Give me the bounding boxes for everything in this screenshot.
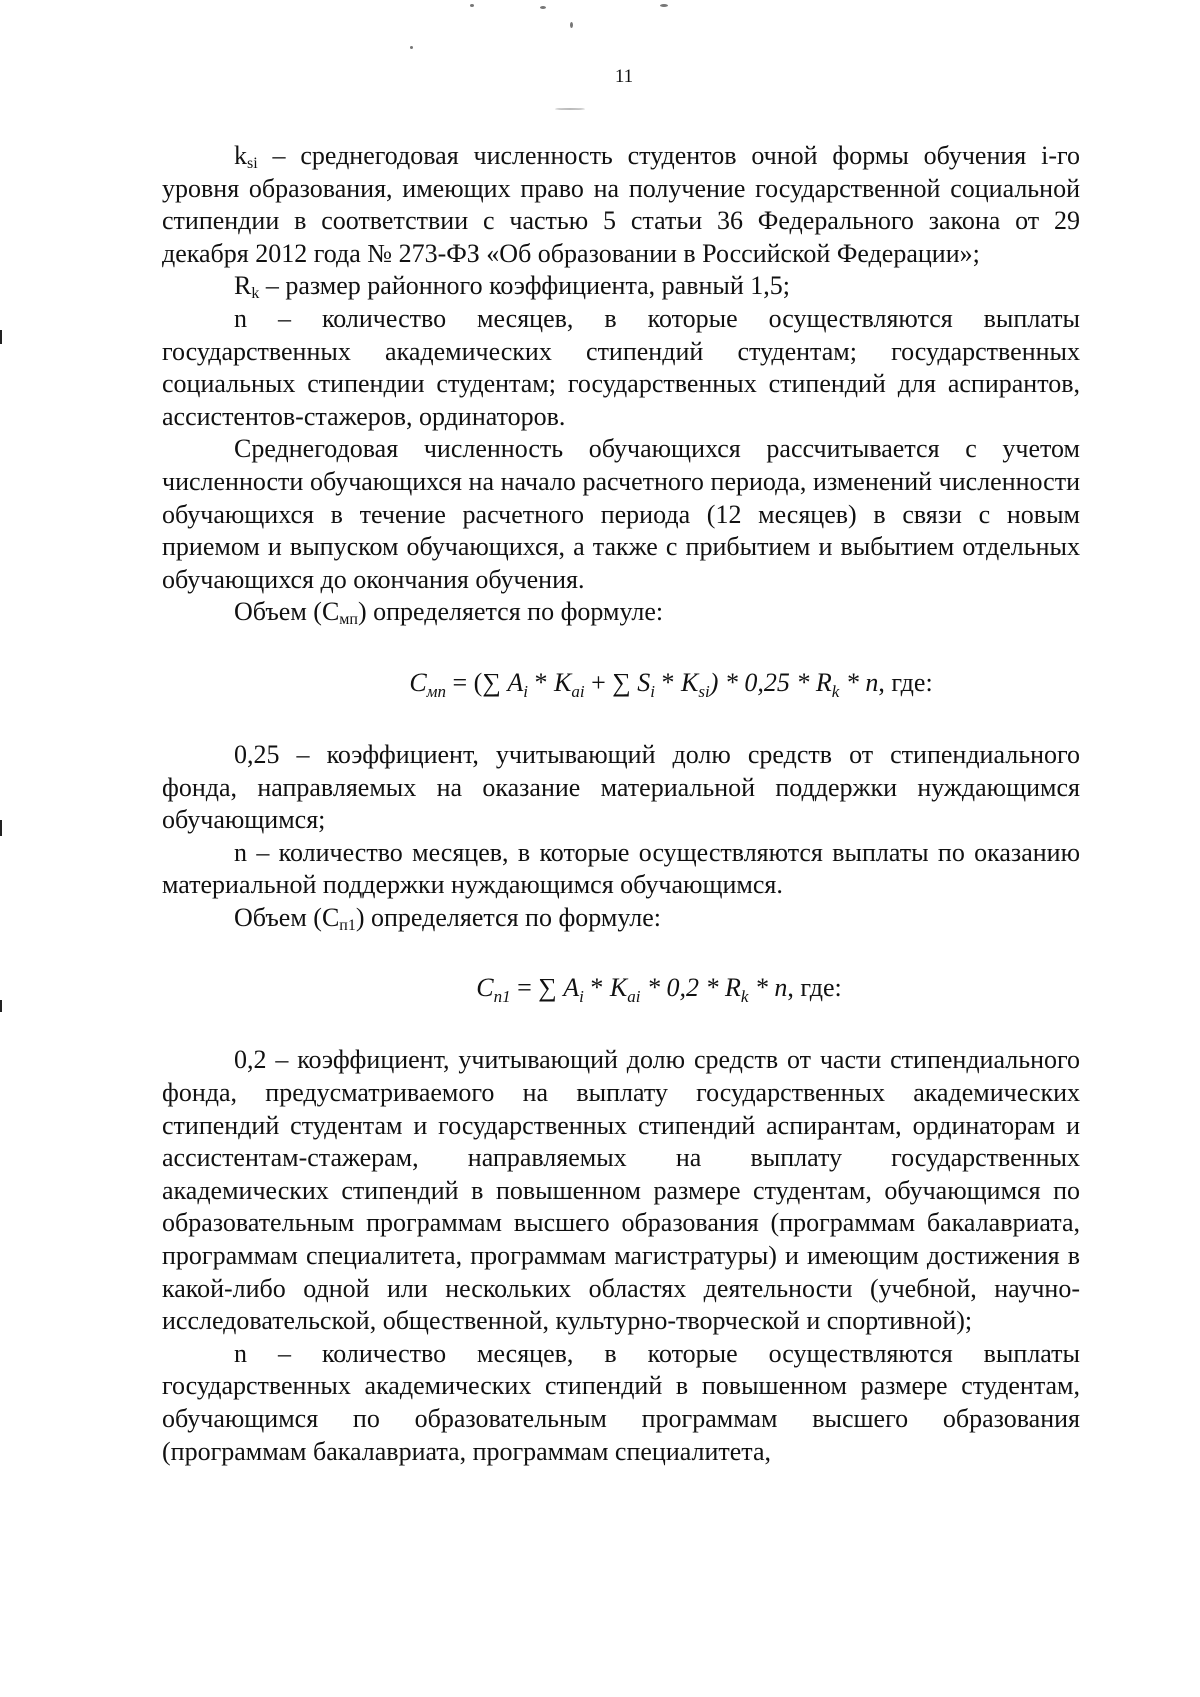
formula-subscript: п1 (493, 987, 511, 1007)
formula-operator: * 0,2 * (640, 973, 725, 1003)
paragraph-text: Объем (С (234, 902, 340, 932)
page-number: 11 (614, 66, 634, 87)
formula-subscript: i (579, 987, 584, 1007)
paragraph-coef-02: 0,2 – коэффициент, учитывающий долю средств от части стипендиального фонда, предусматриваемого на выплату государственных академических стипендий студентам и государственных стипендий аспирантам, ординаторам и ассистентам-стажерам, направляемых на выплату государственных академических стипендий в повышенном размере студентам, обучающимся по образовательным программам высшего образования (программам бакалавриата, программам специалитета, программам магистратуры) и имеющим достижения в какой-либо одной или нескольких областях деятельности (учебной, научно-исследовательской, общественной, культурно-творческой и спортивной); (162, 1045, 1080, 1336)
symbol-r: R (234, 271, 252, 301)
formula-operator: = (∑ (446, 667, 508, 697)
paragraph-n-definition-2: n – количество месяцев, в которые осуществляются выплаты по оказанию материальной поддержки нуждающимся обучающимся. (162, 837, 1080, 900)
scan-speck (555, 108, 585, 110)
formula-where: , где: (787, 973, 842, 1003)
paragraph-cp1-intro (162, 902, 1080, 935)
formula-symbol: K (681, 667, 699, 697)
formula-where: , где: (878, 667, 933, 697)
formula-symbol: S (637, 667, 651, 697)
formula-subscript: si (698, 681, 710, 701)
formula-symbol: C (409, 667, 427, 697)
formula-operator: ) * 0,25 * (709, 667, 816, 697)
scan-edge-mark (0, 820, 2, 836)
scan-edge-mark (0, 330, 2, 344)
formula-operator: * (583, 973, 610, 1003)
scan-edge-mark (0, 1000, 2, 1012)
formula-subscript: k (831, 681, 840, 701)
symbol-subscript: мп (339, 611, 358, 629)
formula-symbol: R (724, 973, 741, 1003)
formula-operator: = ∑ (510, 973, 564, 1003)
formula-subscript: мп (426, 681, 447, 701)
paragraph-text: ) определяется по формуле: (357, 597, 664, 627)
formula-operator: * (528, 667, 554, 697)
formula-symbol: A (563, 973, 580, 1003)
symbol-subscript: п1 (339, 916, 356, 934)
formula-subscript: ai (571, 681, 585, 701)
paragraph-n-definition-3: n – количество месяцев, в которые осуществляются выплаты государственных академических стипендий в повышенном размере студентам, обучающимся по образовательным программам высшего образования (программам бакалавриата, программам специалитета, (162, 1338, 1080, 1466)
formula-symbol: R (815, 667, 832, 697)
formula-symbol: * n (748, 973, 788, 1003)
formula-symbol: A (507, 667, 524, 697)
paragraph-text: – размер районного коэффициента, равный 1,5; (259, 271, 791, 301)
scan-speck (570, 22, 573, 28)
paragraph-text: ) определяется по формуле: (355, 902, 661, 932)
formula-symbol: * n (839, 667, 879, 697)
formula-subscript: k (740, 987, 749, 1007)
formula-cmp (262, 667, 1080, 699)
symbol-subscript: k (251, 285, 260, 303)
formula-subscript: ai (627, 987, 641, 1007)
paragraph-rk-definition (162, 270, 1080, 303)
paragraph-ksi-definition (162, 140, 1080, 270)
paragraph-coef-025: 0,25 – коэффициент, учитывающий долю средств от стипендиального фонда, направляемых на оказание материальной поддержки нуждающимся обучающимся; (162, 739, 1080, 835)
formula-operator: * (655, 667, 682, 697)
formula-operator: + ∑ (584, 667, 638, 697)
scan-speck (660, 4, 668, 7)
formula-subscript: i (650, 681, 656, 701)
formula-symbol: K (554, 667, 572, 697)
scan-speck (410, 46, 413, 49)
paragraph-average-count: Среднегодовая численность обучающихся рассчитывается с учетом численности обучающихся на начало расчетного периода, изменений численности обучающихся в течение расчетного периода (12 месяцев) в связи с новым приемом и выпуском обучающихся, а также с прибытием и выбытием отдельных обучающихся до окончания обучения. (162, 434, 1080, 594)
document-body (162, 140, 1080, 1468)
scan-speck (540, 6, 546, 9)
formula-cp1 (238, 972, 1080, 1007)
paragraph-text: – среднегодовая численность студентов очной формы обучения i-го уровня образования, имеющих право на получение государственной социальной стипендии в соответствии с частью 5 статьи 36 Федерального закона от 29 декабря 2012 года № 273-ФЗ «Об образовании в Российской Федерации»; (162, 141, 1080, 268)
paragraph-cmp-intro (162, 596, 1080, 629)
symbol-k: k (234, 141, 247, 170)
formula-symbol: C (476, 973, 494, 1003)
paragraph-n-definition-1: n – количество месяцев, в которые осуществляются выплаты государственных академических стипендий студентам; государственных социальных стипендии студентам; государственных стипендий для аспирантов, ассистентов-стажеров, ординаторов. (162, 303, 1080, 431)
symbol-subscript: si (247, 155, 258, 172)
formula-subscript: i (523, 681, 528, 701)
paragraph-text: Объем (С (234, 597, 340, 627)
scan-speck (470, 4, 474, 7)
formula-symbol: K (609, 973, 628, 1003)
